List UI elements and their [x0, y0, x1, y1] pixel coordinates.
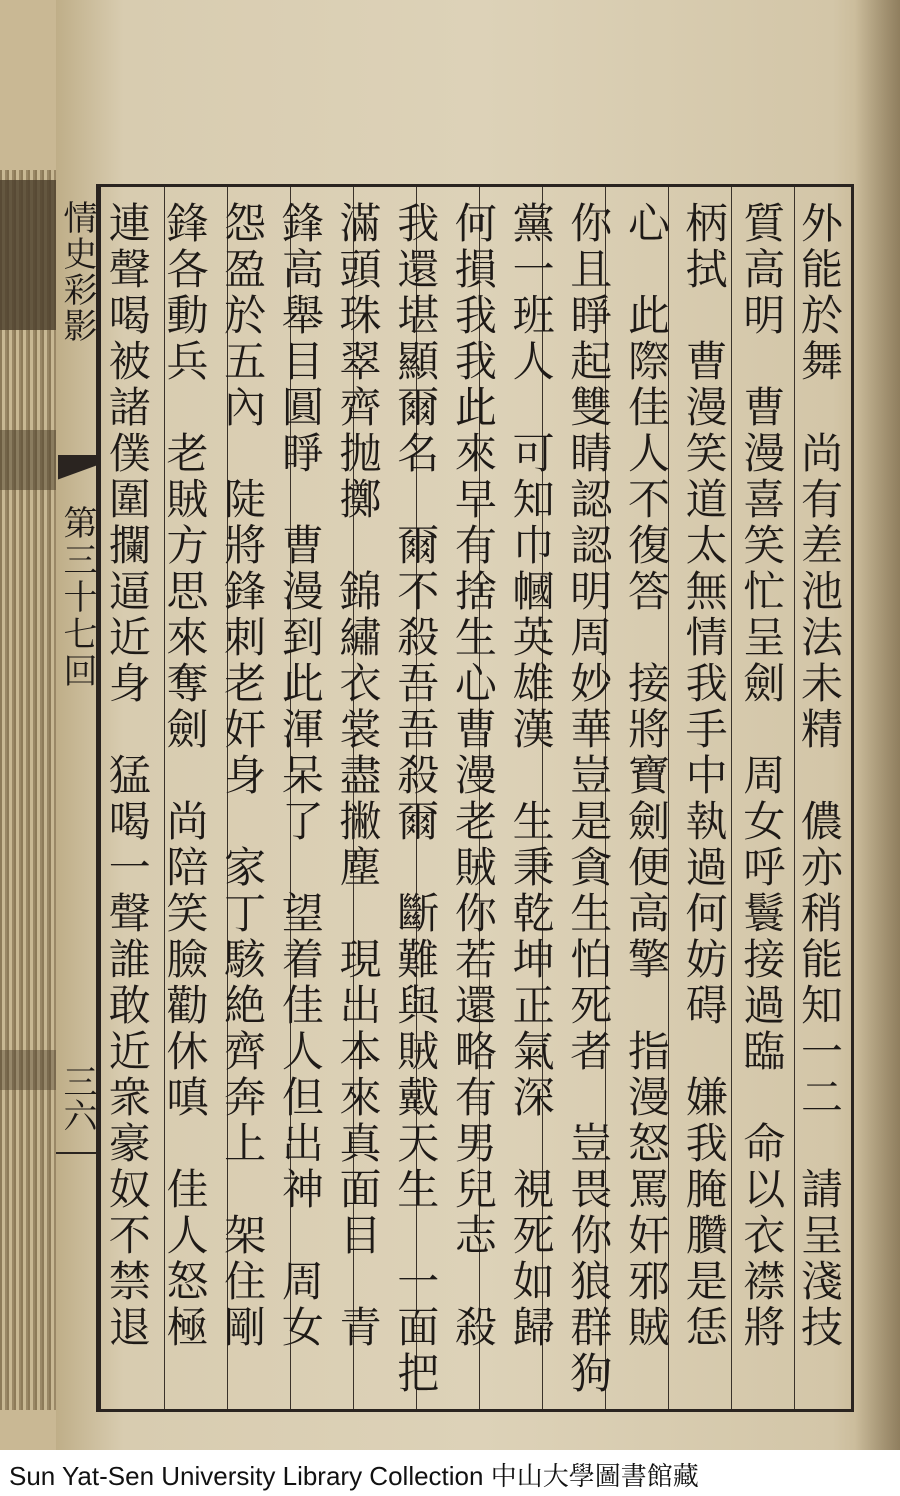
book-title-margin: 情史彩影 — [57, 200, 97, 344]
text-columns — [101, 187, 851, 1409]
folio-rule — [56, 1152, 98, 1154]
chapter-label: 第三十七回 — [57, 505, 97, 690]
text-column: 我還堪顯爾名 爾不殺吾吾殺爾 斷難與賊戴天生 一面把 — [391, 201, 441, 1397]
text-column: 心 此際佳人不復答 接將寶劍便高擎 指漫怒罵奸邪賊 — [621, 201, 671, 1351]
text-column: 何損我我此來早有捨生心曹漫老賊你若還略有男兒志 殺 — [448, 201, 498, 1351]
text-frame — [98, 184, 854, 1412]
footer-bar — [0, 1450, 900, 1496]
text-column: 外能於舞 尚有差池法未精 儂亦稍能知一二 請呈淺技 — [795, 201, 844, 1351]
text-column: 黨一班人 可知巾幗英雄漢 生秉乾坤正氣深 視死如歸 — [506, 201, 556, 1351]
page-margin-strip — [56, 184, 98, 1412]
text-column: 怨盈於五內 陡將鋒刺老奸身 家丁駭絶齊奔上 架住剛 — [218, 201, 268, 1351]
page-stack-edges — [0, 170, 62, 1410]
fish-tail-mark — [58, 455, 96, 495]
folio-number: 三六 — [57, 1064, 97, 1132]
text-column: 質高明 曹漫喜笑忙呈劍 周女呼鬟接過臨 命以衣襟將 — [737, 201, 787, 1351]
text-column: 連聲喝被諸僕圍攔逼近身 猛喝一聲誰敢近衆豪奴不禁退 — [102, 201, 152, 1351]
text-column: 鋒高舉目圓睜 曹漫到此渾呆了 望着佳人但出神 周女 — [275, 201, 325, 1351]
text-column: 你且睜起雙睛認認明周妙華豈是貪生怕死者 豈畏你狼群狗 — [564, 201, 614, 1397]
text-column: 柄拭 曹漫笑道太無情我手中執過何妨碍 嫌我腌臢是恁 — [679, 201, 729, 1351]
binding-shadow — [855, 0, 900, 1450]
text-column: 滿頭珠翠齊抛擲 錦繡衣裳盡撇塵 現出本來真面目 青 — [333, 201, 383, 1351]
text-column: 鋒各動兵 老賊方思來奪劍 尚陪笑臉勸休嗔 佳人怒極 — [160, 201, 210, 1351]
collection-credit: Sun Yat-Sen University Library Collection 中山大學圖書館藏 — [9, 1461, 699, 1491]
